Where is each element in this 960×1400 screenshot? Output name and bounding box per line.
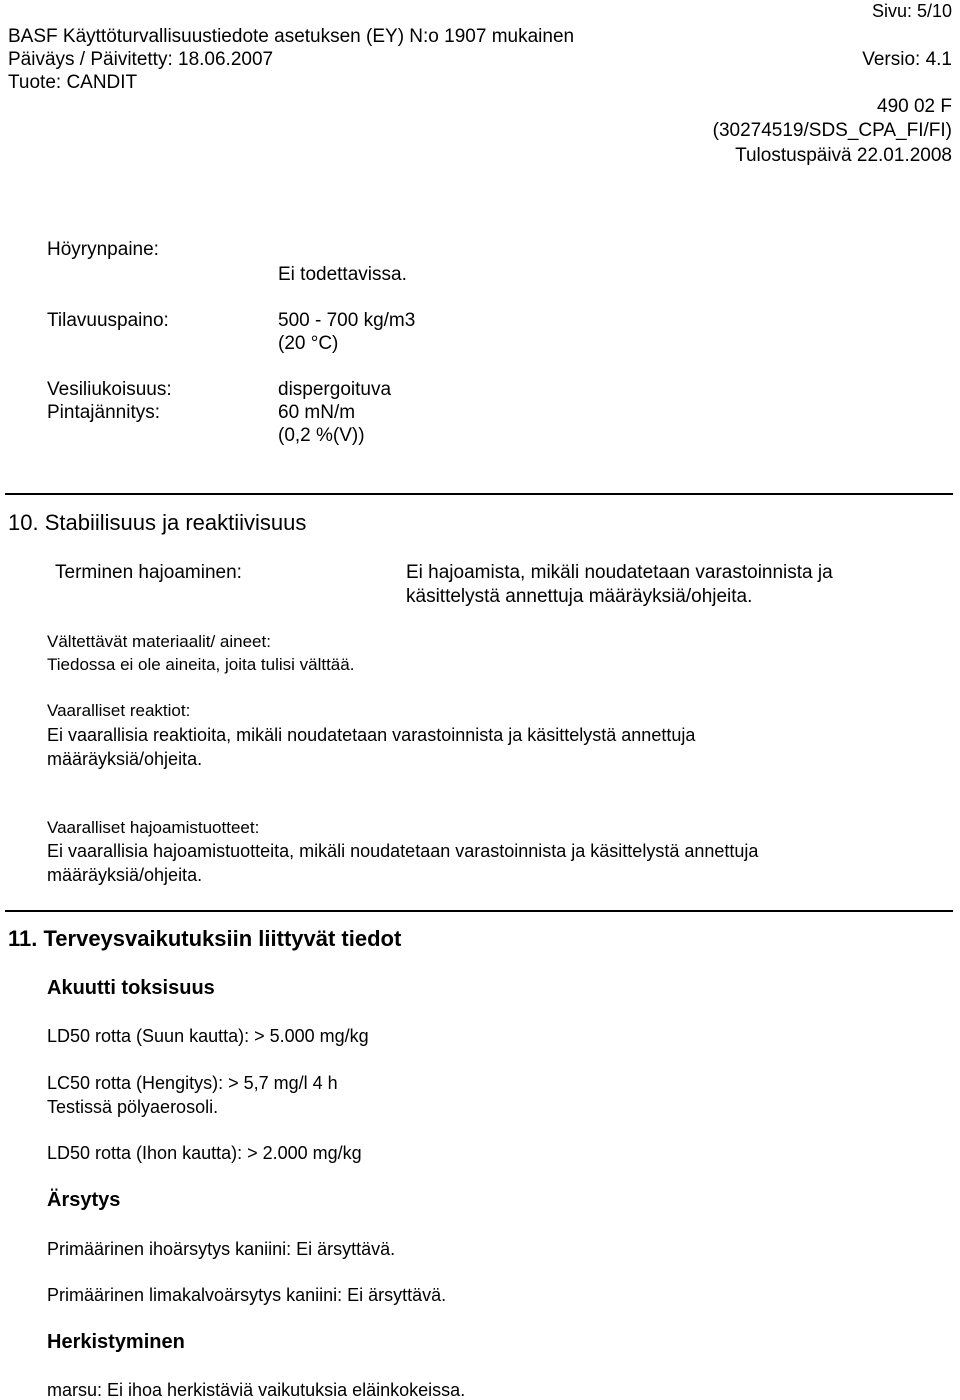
document-id: (30274519/SDS_CPA_FI/FI) bbox=[712, 120, 952, 141]
vapor-pressure-label: Höyrynpaine: bbox=[47, 239, 159, 260]
product-code: 490 02 F bbox=[877, 96, 952, 117]
lc50-note: Testissä pölyaerosoli. bbox=[47, 1097, 219, 1117]
print-date: Tulostuspäivä 22.01.2008 bbox=[735, 145, 952, 166]
section-10-heading: 10. Stabiilisuus ja reaktiivisuus bbox=[8, 510, 307, 535]
acute-toxicity-heading: Akuutti toksisuus bbox=[47, 977, 215, 999]
section-divider bbox=[5, 493, 953, 495]
ld50-dermal: LD50 rotta (Ihon kautta): > 2.000 mg/kg bbox=[47, 1143, 362, 1163]
decomposition-products-value-cont: määräyksiä/ohjeita. bbox=[47, 865, 203, 885]
thermal-decomposition-label: Terminen hajoaminen: bbox=[55, 562, 242, 583]
surface-tension-concentration: (0,2 %(V)) bbox=[278, 425, 365, 446]
section-11-heading: 11. Terveysvaikutuksiin liittyvät tiedot bbox=[8, 926, 402, 951]
thermal-decomposition-value: Ei hajoamista, mikäli noudatetaan varastoinnista ja bbox=[406, 562, 833, 583]
water-solubility-value: dispergoituva bbox=[278, 379, 392, 400]
hazardous-reactions-value: Ei vaarallisia reaktioita, mikäli noudatetaan varastoinnista ja käsittelystä annettuja bbox=[47, 725, 696, 745]
sensitization-value: marsu: Ei ihoa herkistäviä vaikutuksia eläinkokeissa. bbox=[47, 1380, 466, 1400]
ld50-oral: LD50 rotta (Suun kautta): > 5.000 mg/kg bbox=[47, 1026, 369, 1046]
surface-tension-label: Pintajännitys: bbox=[47, 402, 161, 423]
materials-to-avoid-value: Tiedossa ei ole aineita, joita tulisi välttää. bbox=[47, 655, 355, 674]
surface-tension-value: 60 mN/m bbox=[278, 402, 356, 423]
decomposition-products-value: Ei vaarallisia hajoamistuotteita, mikäli noudatetaan varastoinnista ja käsittelystä annettuja bbox=[47, 841, 759, 861]
sensitization-heading: Herkistyminen bbox=[47, 1331, 185, 1353]
version: Versio: 4.1 bbox=[862, 49, 952, 70]
bulk-density-value: 500 - 700 kg/m3 bbox=[278, 310, 416, 331]
materials-to-avoid-label: Vältettävät materiaalit/ aineet: bbox=[47, 632, 271, 651]
bulk-density-label: Tilavuuspaino: bbox=[47, 310, 169, 331]
skin-irritation: Primäärinen ihoärsytys kaniini: Ei ärsyttävä. bbox=[47, 1239, 396, 1259]
irritation-heading: Ärsytys bbox=[47, 1189, 121, 1211]
product-name: Tuote: CANDIT bbox=[8, 72, 138, 93]
section-divider bbox=[5, 910, 953, 912]
hazardous-reactions-value-cont: määräyksiä/ohjeita. bbox=[47, 749, 203, 769]
bulk-density-temp: (20 °C) bbox=[278, 333, 339, 354]
vapor-pressure-value: Ei todettavissa. bbox=[278, 264, 407, 285]
water-solubility-label: Vesiliukoisuus: bbox=[47, 379, 172, 400]
page-number: Sivu: 5/10 bbox=[871, 1, 952, 21]
decomposition-products-label: Vaaralliset hajoamistuotteet: bbox=[47, 818, 260, 837]
document-title: BASF Käyttöturvallisuustiedote asetuksen (EY) N:o 1907 mukainen bbox=[8, 26, 575, 47]
hazardous-reactions-label: Vaaralliset reaktiot: bbox=[47, 701, 191, 720]
thermal-decomposition-value-cont: käsittelystä annettuja määräyksiä/ohjeita. bbox=[406, 586, 753, 607]
mucosa-irritation: Primäärinen limakalvoärsytys kaniini: Ei ärsyttävä. bbox=[47, 1285, 447, 1305]
lc50-inhalation: LC50 rotta (Hengitys): > 5,7 mg/l 4 h bbox=[47, 1073, 338, 1093]
revision-date: Päiväys / Päivitetty: 18.06.2007 bbox=[8, 49, 274, 70]
